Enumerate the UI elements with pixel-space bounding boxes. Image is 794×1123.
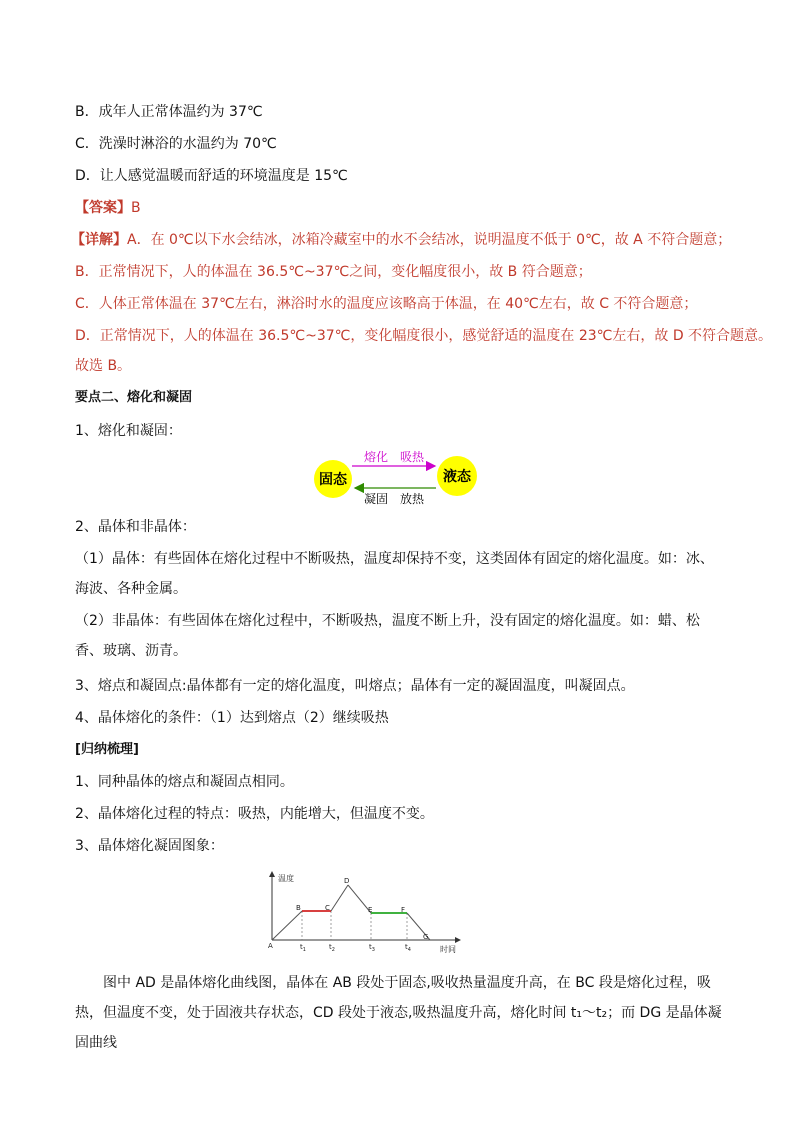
summary-2: 2、晶体熔化过程的特点：吸热，内能增大，但温度不变。	[75, 806, 434, 822]
tick-t2: $t_2$	[329, 943, 335, 953]
explanation-a-text: A．在 0℃以下水会结冰，冰箱冷藏室中的水不会结冰，说明温度不低于 0℃，故 A 不符合题意；	[127, 232, 732, 248]
point-g: G	[423, 933, 429, 941]
point-d: D	[344, 877, 350, 885]
point-e: E	[368, 906, 373, 914]
final-paragraph: 图中 AD 是晶体熔化曲线图，晶体在 AB 段处于固态,吸收热量温度升高，在 BC 段是熔化过程，吸热，但温度不变，处于固液共存状态，CD 段处于液态,吸热温度升高，熔化时间 t₁～t₂；而 DG 是晶体凝固曲线	[75, 975, 722, 1051]
answer	[75, 199, 141, 217]
explanation-a	[71, 231, 731, 249]
option-c: C．洗澡时淋浴的水温约为 70℃	[75, 136, 277, 152]
explanation-label: 【详解】	[71, 232, 127, 248]
explanation-c: C．人体正常体温在 37℃左右，淋浴时水的温度应该略高于体温，在 40℃左右，故 C 不符合题意；	[75, 296, 698, 312]
item-2: 2、晶体和非晶体：	[75, 519, 196, 535]
point-f: F	[401, 906, 406, 914]
segment-ab	[272, 911, 302, 940]
explanation-b: B．正常情况下，人的体温在 36.5℃~37℃之间，变化幅度很小，故 B 符合题意；	[75, 264, 592, 280]
melt-label: 熔化 吸热	[363, 450, 425, 464]
tick-t4: $t_4$	[405, 943, 411, 953]
x-axis-label: 时间	[440, 945, 456, 954]
answer-label: 【答案】	[75, 200, 131, 216]
tick-t1: $t_1$	[300, 943, 306, 953]
item-1: 1、熔化和凝固：	[75, 423, 182, 439]
item-3: 3、熔点和凝固点:晶体都有一定的熔化温度，叫熔点；晶体有一定的凝固温度，叫凝固点。	[75, 678, 635, 694]
point-c: C	[325, 904, 330, 912]
summary-title: [归纳梳理]	[75, 742, 139, 757]
point-a: A	[268, 942, 273, 950]
state-change-diagram	[312, 446, 482, 510]
option-b: B．成年人正常体温约为 37℃	[75, 104, 263, 120]
amorphous-definition: （2）非晶体：有些固体在熔化过程中，不断吸热，温度不断上升，没有固定的熔化温度。如：蜡、松香、玻璃、沥青。	[75, 613, 700, 659]
crystal-definition: （1）晶体：有些固体在熔化过程中不断吸热，温度却保持不变，这类固体有固定的熔化温度。如：冰、海波、各种金属。	[75, 551, 714, 597]
explanation-d: D．正常情况下，人的体温在 36.5℃~37℃，变化幅度很小，感觉舒适的温度在 23℃左右，故 D 不符合题意。	[75, 328, 773, 344]
segment-cd	[331, 885, 348, 911]
summary-3: 3、晶体熔化凝固图象：	[75, 838, 224, 854]
tick-t3: $t_3$	[369, 943, 375, 953]
answer-value: B	[131, 200, 141, 216]
summary-1: 1、同种晶体的熔点和凝固点相同。	[75, 774, 294, 790]
item-4: 4、晶体熔化的条件：（1）达到熔点（2）继续吸热	[75, 710, 389, 726]
liquid-label: 液态	[443, 469, 471, 485]
option-d: D．让人感觉温暖而舒适的环境温度是 15℃	[75, 168, 348, 184]
solid-label: 固态	[319, 472, 347, 488]
freeze-label: 凝固 放热	[363, 492, 425, 506]
section-title: 要点二、熔化和凝固	[75, 390, 193, 405]
explanation-conclusion: 故选 B。	[75, 358, 132, 374]
y-axis-label: 温度	[278, 874, 294, 883]
melting-curve-graph	[262, 868, 472, 956]
point-b: B	[296, 904, 301, 912]
